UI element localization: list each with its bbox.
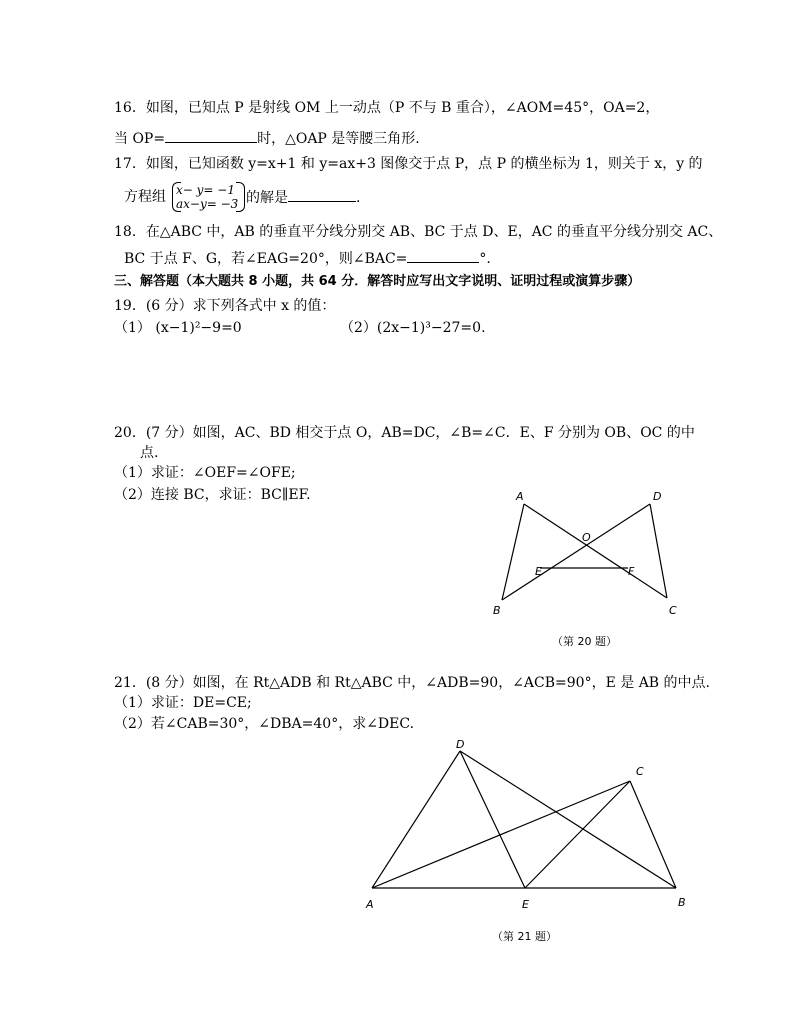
label-E: E bbox=[535, 565, 542, 578]
q16-line2-prefix: 当 OP= bbox=[114, 131, 166, 147]
caption-20: （第 20 题） bbox=[552, 635, 617, 648]
segment-CB bbox=[630, 781, 676, 888]
segment-AD bbox=[372, 751, 460, 888]
q17-end: . bbox=[356, 190, 361, 206]
label-D: D bbox=[456, 738, 465, 751]
q20-part2: （2）连接 BC，求证：BC∥EF. bbox=[114, 487, 311, 503]
q17-prefix: 方程组 bbox=[124, 189, 166, 205]
label-F: F bbox=[628, 565, 635, 578]
label-O: O bbox=[582, 531, 591, 544]
q18-line2-suffix: °. bbox=[479, 251, 491, 267]
q19-part1: （1） (x−1)²−9=0 bbox=[114, 320, 242, 336]
label-B: B bbox=[493, 604, 501, 617]
q20-line1b: 点. bbox=[140, 445, 159, 461]
q16-line2-suffix: 时，△OAP 是等腰三角形. bbox=[257, 131, 420, 147]
q16-line1: 16．如图，已知点 P 是射线 OM 上一动点（P 不与 B 重合），∠AOM=45°，OA=2， bbox=[114, 100, 660, 116]
q17-eq1: x− y= −1 bbox=[176, 183, 235, 197]
q19-part2: （2）(2x−1)³−27=0. bbox=[340, 320, 486, 336]
label-C: C bbox=[636, 765, 644, 778]
label-E: E bbox=[522, 898, 529, 911]
q17-line1: 17．如图，已知函数 y=x+1 和 y=ax+3 图像交于点 P，点 P 的横坐标为 1，则关于 x，y 的 bbox=[114, 156, 703, 172]
label-B: B bbox=[678, 896, 686, 909]
q21-part1: （1）求证：DE=CE; bbox=[114, 695, 252, 711]
label-A: A bbox=[516, 490, 524, 503]
q20-part1: （1）求证：∠OEF=∠OFE; bbox=[114, 465, 296, 481]
segment-CE bbox=[525, 781, 630, 888]
label-A: A bbox=[366, 898, 374, 911]
q18-line2-prefix: BC 于点 F、G，若∠EAG=20°，则∠BAC= bbox=[124, 251, 408, 267]
q17-eq2: ax−y= −3 bbox=[176, 197, 239, 211]
q20-line1: 20．(7 分）如图，AC、BD 相交于点 O，AB=DC，∠B=∠C．E、F 分别为 OB、OC 的中 bbox=[114, 425, 695, 441]
q18-line1: 18．在△ABC 中，AB 的垂直平分线分别交 AB、BC 于点 D、E，AC 的垂直平分线分别交 AC、 bbox=[114, 224, 723, 240]
q21-part2: （2）若∠CAB=30°，∠DBA=40°，求∠DEC. bbox=[114, 716, 415, 732]
q17-suffix: 的解是 bbox=[246, 190, 288, 206]
caption-21: （第 21 题） bbox=[492, 930, 557, 943]
q19-title: 19．(6 分）求下列各式中 x 的值： bbox=[114, 298, 336, 314]
label-C: C bbox=[669, 604, 677, 617]
section-heading: 三、解答题（本大题共 8 小题，共 64 分．解答时应写出文字说明、证明过程或演算步骤） bbox=[114, 274, 641, 289]
q21-line1: 21．(8 分）如图，在 Rt△ADB 和 Rt△ABC 中，∠ADB=90，∠ACB=90°，E 是 AB 的中点. bbox=[114, 675, 710, 691]
label-D: D bbox=[653, 490, 662, 503]
